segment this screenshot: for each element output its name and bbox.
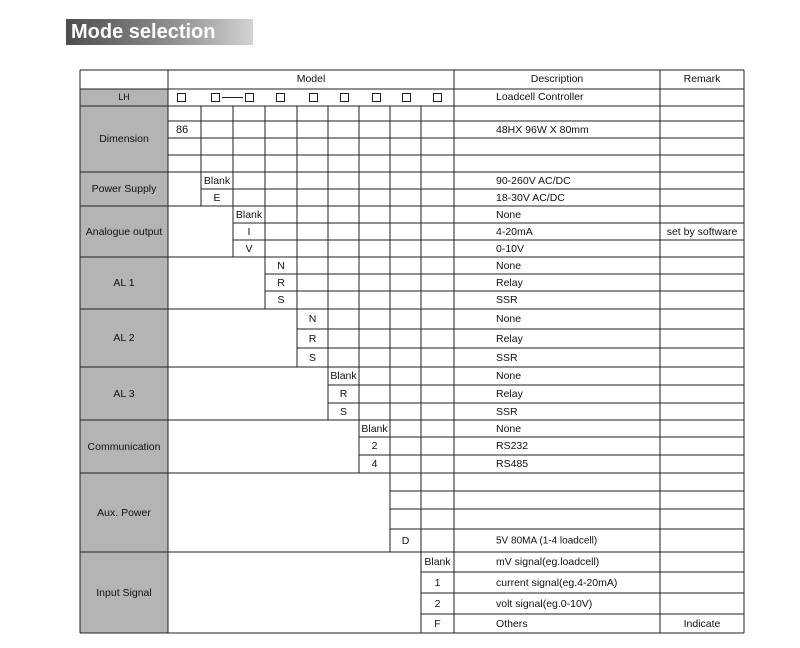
description-cell: None — [496, 259, 522, 272]
model-code-box-1 — [177, 93, 186, 102]
code-label: V — [245, 242, 253, 255]
description-cell: mV signal(eg.loadcell) — [496, 556, 600, 568]
code-label: S — [277, 294, 285, 306]
description-cell: SSR — [496, 294, 518, 306]
description-cell: None — [496, 208, 522, 221]
model-code-box-7 — [372, 93, 381, 102]
section-label: Dimension — [99, 133, 149, 145]
code-label: Blank — [330, 370, 357, 382]
description-cell: Relay — [496, 332, 523, 345]
code-label: E — [213, 191, 221, 204]
description-cell: RS232 — [496, 440, 529, 452]
section-label: Analogue output — [85, 225, 163, 238]
code-label: N — [308, 313, 317, 325]
description-cell: 48HX 96W X 80mm — [496, 124, 589, 136]
description-cell: volt signal(eg.0-10V) — [496, 597, 593, 610]
code-label: S — [308, 351, 317, 364]
code-label: 86 — [176, 124, 189, 136]
code-label: N — [277, 259, 285, 272]
description-cell: None — [496, 370, 522, 382]
code-label: R — [339, 388, 348, 400]
remark-header: Remark — [683, 73, 721, 85]
remark-cell: set by software — [666, 225, 738, 238]
section-label: Input Signal — [96, 586, 152, 599]
code-label: F — [434, 617, 441, 630]
description-header: Description — [530, 73, 584, 85]
model-code-box-9 — [433, 93, 442, 102]
code-label: 4 — [371, 458, 378, 470]
description-cell: Relay — [496, 276, 523, 289]
description-cell: None — [496, 313, 522, 325]
model-code-box-8 — [402, 93, 411, 102]
code-label: Blank — [203, 174, 231, 187]
code-label: I — [247, 225, 251, 238]
model-code-box-2 — [211, 93, 220, 102]
code-label: Blank — [361, 422, 388, 435]
description-cell: 0-10V — [496, 242, 525, 255]
code-label: 2 — [434, 597, 441, 610]
code-label: R — [277, 276, 285, 289]
code-label: 2 — [371, 440, 378, 452]
section-label: AL 2 — [113, 332, 135, 344]
code-label: Blank — [235, 208, 263, 221]
description-cell: None — [496, 422, 522, 435]
model-code-box-4 — [276, 93, 285, 102]
page-title: Mode selection — [71, 21, 216, 43]
code-label: Blank — [424, 556, 451, 568]
model-header: Model — [296, 73, 326, 85]
model-code-dash — [222, 97, 243, 98]
description-cell: SSR — [496, 351, 518, 364]
code-label: R — [308, 332, 317, 345]
description-cell: 5V 80MA (1-4 loadcell) — [496, 535, 598, 546]
model-code-box-3 — [245, 93, 254, 102]
remark-cell: Indicate — [683, 617, 721, 630]
code-label: 1 — [434, 576, 441, 589]
model-code-box-6 — [340, 93, 349, 102]
section-label: Aux. Power — [97, 506, 151, 519]
section-label: AL 3 — [113, 387, 135, 400]
model-code-box-5 — [309, 93, 318, 102]
code-label: D — [401, 534, 410, 547]
description-cell: Others — [496, 617, 528, 630]
description-cell: SSR — [496, 405, 518, 418]
section-label: AL 1 — [113, 277, 135, 289]
description-cell: 90-260V AC/DC — [496, 174, 571, 187]
description-cell: current signal(eg.4-20mA) — [496, 576, 618, 589]
description-cell: RS485 — [496, 458, 529, 470]
model-prefix: LH — [118, 92, 130, 102]
section-label: Communication — [87, 440, 161, 453]
section-label: Power Supply — [91, 183, 157, 195]
description-cell: Relay — [496, 388, 523, 400]
code-label: S — [339, 405, 348, 418]
description-cell: 4-20mA — [496, 225, 533, 238]
model-description: Loadcell Controller — [496, 91, 584, 103]
description-cell: 18-30V AC/DC — [496, 191, 565, 204]
